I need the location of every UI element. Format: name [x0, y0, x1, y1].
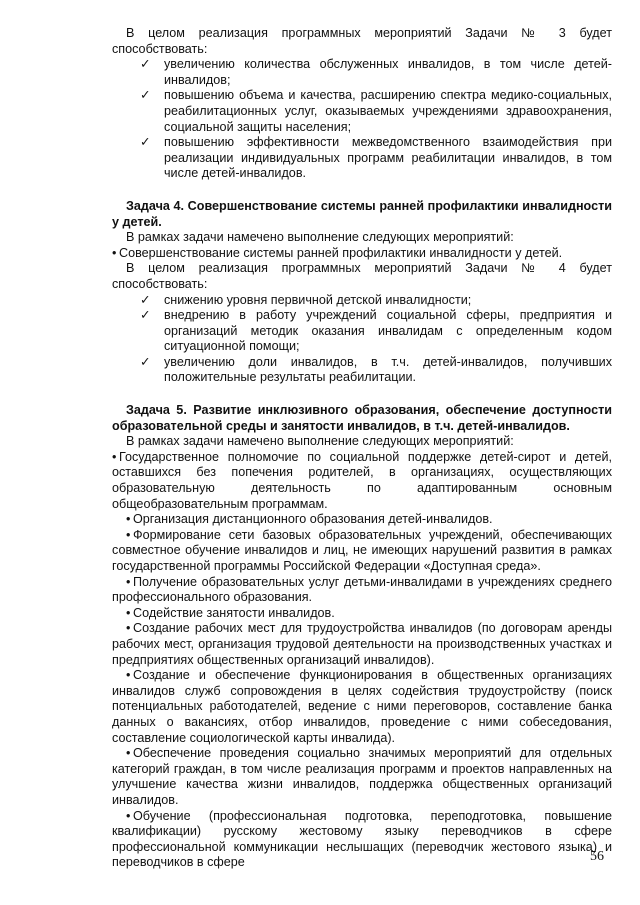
list-item: ✓ снижению уровня первичной детской инвалидности;	[140, 292, 472, 307]
bullet-icon: •	[126, 746, 131, 761]
bullet-icon: •	[126, 574, 131, 589]
task5-bullet: • Формирование сети базовых образовательных учреждений, обеспечивающих совместное обучение инвалидов и лиц, не имеющих нарушений развития в рамках государственной программы Российской Федерации «Доступная среда».	[112, 527, 612, 573]
bullet-icon: •	[126, 605, 131, 620]
list-item: ✓ внедрению в работу учреждений социальной сферы, предприятия и организаций методик оказания инвалидам с определенным кодом ситуационной помощи;	[140, 308, 612, 354]
bullet-icon: •	[126, 527, 131, 542]
task3-result-list	[112, 57, 612, 182]
task4-result-paragraph: В целом реализация программных мероприятий Задачи № 4 будет способствовать:	[112, 261, 612, 291]
task5-bullet: • Организация дистанционного образования детей-инвалидов.	[126, 512, 493, 527]
list-item: ✓ повышению объема и качества, расширению спектра медико-социальных, реабилитационных услуг, оказываемых учреждениями здравоохранения, социальной защиты населения;	[140, 88, 612, 134]
list-item: ✓ увеличению доли инвалидов, в т.ч. детей-инвалидов, получивших положительные результаты реабилитации.	[140, 354, 612, 385]
task5-intro: В рамках задачи намечено выполнение следующих мероприятий:	[126, 434, 514, 449]
page-number: 56	[590, 849, 604, 865]
bullet-icon: •	[112, 449, 117, 464]
task5-heading: Задача 5. Развитие инклюзивного образования, обеспечение доступности образовательной среды и занятости инвалидов, в т.ч. детей-инвалидов.	[112, 403, 612, 433]
checkmark-icon: ✓	[140, 135, 151, 150]
task5-bullet: • Содействие занятости инвалидов.	[126, 605, 335, 620]
list-item: ✓ повышению эффективности межведомственного взаимодействия при реализации индивидуальных программ реабилитации инвалидов, в том числе детей-инвалидов.	[140, 135, 612, 181]
list-item: ✓ увеличению количества обслуженных инвалидов, в том числе детей-инвалидов;	[140, 57, 612, 87]
task5-bullet: • Обучение (профессиональная подготовка, переподготовка, повышение квалификации) русскому жестовому языку переводчиков в сфере профессиональной коммуникации неслышащих (переводчик жестового языка) и переводчиков в сфере	[112, 808, 612, 870]
task4-result-list	[112, 293, 612, 387]
task5-bullet: • Получение образовательных услуг детьми-инвалидами в учреждениях среднего профессионального образования.	[112, 574, 612, 605]
task5-bullet: • Создание рабочих мест для трудоустройства инвалидов (по договорам аренды рабочих мест, организация трудовой деятельности на производственных участках и предприятиях общественных организаций инвалидов).	[112, 621, 612, 667]
bullet-icon: •	[126, 808, 131, 823]
checkmark-icon: ✓	[140, 88, 151, 103]
checkmark-icon: ✓	[140, 57, 151, 72]
task4-intro: В рамках задачи намечено выполнение следующих мероприятий:	[126, 230, 514, 245]
task4-bullet: • Совершенствование системы ранней профилактики инвалидности у детей.	[112, 245, 563, 260]
task5-bullet: • Обеспечение проведения социально значимых мероприятий для отдельных категорий граждан, в том числе реализация программ и проектов направленных на улучшение качества жизни инвалидов, поддержка общественных организаций инвалидов.	[112, 746, 612, 807]
task5-bullet: • Создание и обеспечение функционирования в общественных организациях инвалидов служб сопровождения в целях содействия трудоустройству (поиск потенциальных работодателей, ведение с ними переговоров, составление банка данных о вакансиях, отбор инвалидов, проведение с ними собеседования, составление социологической карты инвалида).	[112, 668, 612, 745]
task4-heading: Задача 4. Совершенствование системы ранней профилактики инвалидности у детей.	[112, 198, 612, 229]
bullet-icon: •	[126, 621, 131, 636]
task5-bullet: • Государственное полномочие по социальной поддержке детей-сирот и детей, оставшихся без попечения родителей, в организациях, осуществляющих образовательную деятельность по адаптированным основным общеобразовательным программам.	[112, 449, 612, 511]
checkmark-icon: ✓	[140, 292, 151, 307]
bullet-icon: •	[126, 512, 131, 527]
bullet-icon: •	[112, 245, 117, 260]
checkmark-icon: ✓	[140, 308, 151, 323]
checkmark-icon: ✓	[140, 354, 151, 369]
task3-result-paragraph: В целом реализация программных мероприятий Задачи № 3 будет способствовать:	[112, 26, 612, 56]
bullet-icon: •	[126, 668, 131, 683]
